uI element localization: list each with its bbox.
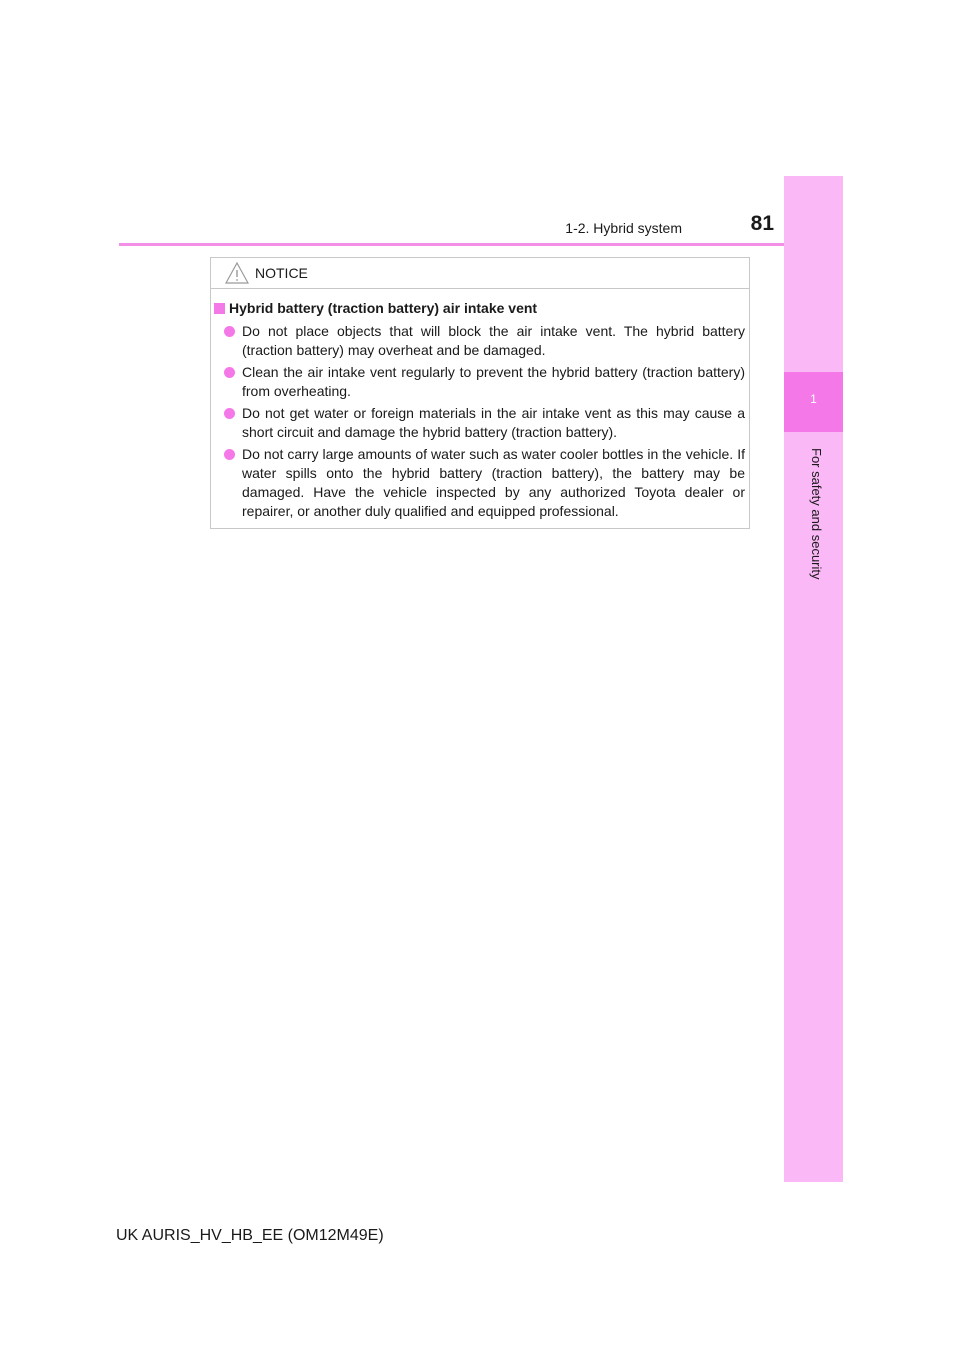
header-section-title: 1-2. Hybrid system (565, 220, 682, 236)
list-item (211, 404, 751, 442)
circle-bullet-icon (224, 449, 235, 460)
chapter-title: For safety and security (809, 448, 824, 580)
list-item (211, 445, 751, 521)
list-item-text: Do not place objects that will block the air intake vent. The hybrid battery (traction battery) may overheat and be damaged. (242, 323, 745, 358)
notice-header (211, 258, 749, 289)
bullet-list (211, 322, 751, 524)
circle-bullet-icon (224, 408, 235, 419)
circle-bullet-icon (224, 367, 235, 378)
square-bullet-icon (214, 303, 225, 314)
list-item-text: Clean the air intake vent regularly to prevent the hybrid battery (traction battery) from overheating. (242, 364, 745, 399)
warning-icon (225, 262, 249, 284)
footer-document-code: UK AURIS_HV_HB_EE (OM12M49E) (116, 1227, 384, 1244)
circle-bullet-icon (224, 326, 235, 337)
list-item-text: Do not get water or foreign materials in the air intake vent as this may cause a short circuit and damage the hybrid battery (traction battery). (242, 405, 745, 440)
section-heading (214, 300, 537, 316)
chapter-number: 1 (810, 392, 817, 406)
list-item (211, 322, 751, 360)
list-item-text: Do not carry large amounts of water such as water cooler bottles in the vehicle. If water spills onto the hybrid battery (traction battery), the battery may be damaged. Have the vehicle inspected by any authorized Toyota dealer or repairer, or another duly qualified and equipped professional. (242, 446, 745, 519)
list-item (211, 363, 751, 401)
notice-box (210, 257, 750, 529)
side-tab (784, 176, 843, 1182)
header-rule (119, 243, 784, 246)
page-number: 81 (750, 212, 774, 235)
notice-title: NOTICE (255, 265, 308, 281)
section-heading-text: Hybrid battery (traction battery) air intake vent (229, 300, 538, 316)
